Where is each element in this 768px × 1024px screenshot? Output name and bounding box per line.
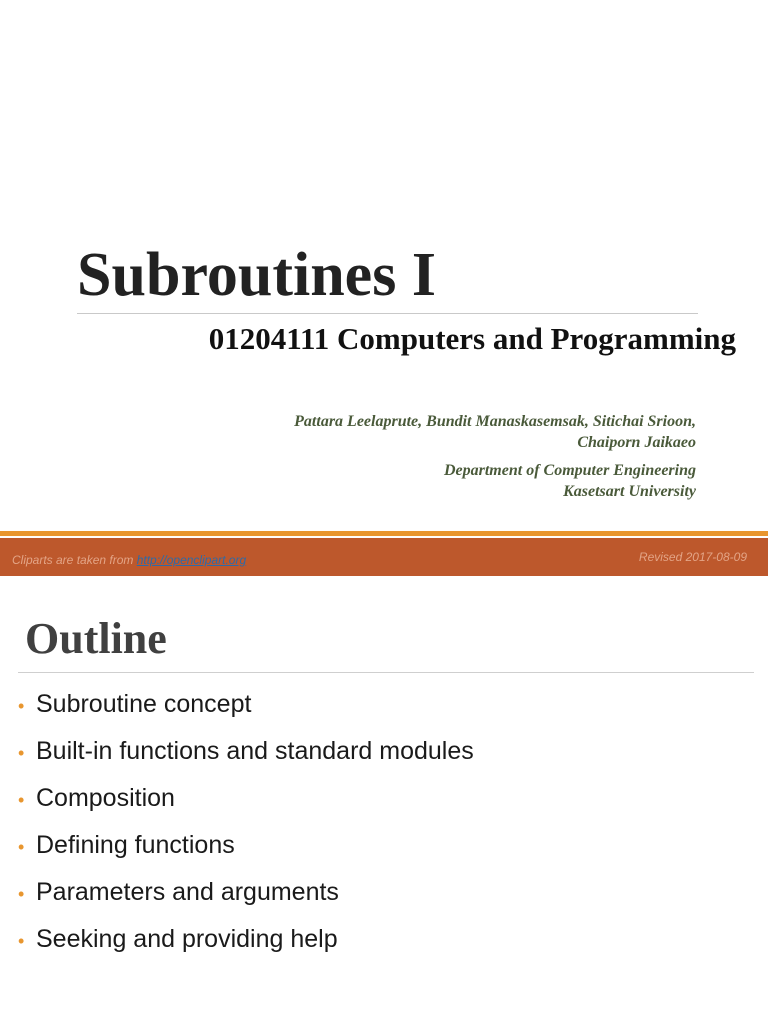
bullet-dot-icon: • [18, 931, 25, 951]
list-item [18, 737, 474, 784]
course-subtitle: 01204111 Computers and Programming [208, 321, 736, 356]
outline-divider [18, 672, 754, 673]
author-block [294, 411, 696, 502]
list-item-label: Built-in functions and standard modules [36, 737, 474, 765]
bullet-dot-icon: • [18, 696, 25, 716]
department-line-1: Department of Computer Engineering [443, 462, 696, 479]
list-item [18, 878, 474, 925]
list-item-label: Defining functions [36, 831, 235, 859]
bullet-dot-icon: • [18, 743, 25, 763]
slide-title: Subroutines I [77, 241, 436, 309]
list-item-label: Seeking and providing help [36, 925, 338, 953]
footer-accent-rule [0, 531, 768, 536]
bullet-dot-icon: • [18, 884, 25, 904]
list-item-label: Parameters and arguments [36, 878, 339, 906]
clipart-credit [12, 553, 246, 567]
bullet-dot-icon: • [18, 837, 25, 857]
bullet-dot-icon: • [18, 790, 25, 810]
revision-date: Revised 2017-08-09 [638, 550, 747, 564]
department-line-2: Kasetsart University [563, 483, 696, 500]
outline-slide [0, 576, 768, 1024]
clipart-credit-text: Cliparts are taken from [12, 553, 137, 567]
footer-band [0, 538, 768, 576]
list-item-label: Subroutine concept [36, 690, 252, 718]
list-item [18, 784, 474, 831]
outline-list [18, 690, 474, 972]
outline-title: Outline [25, 614, 167, 663]
title-divider [77, 313, 698, 314]
list-item [18, 690, 474, 737]
openclipart-link[interactable]: http://openclipart.org [136, 553, 247, 567]
list-item [18, 925, 474, 972]
list-item [18, 831, 474, 878]
authors-line-1: Pattara Leelaprute, Bundit Manaskasemsak, Sitichai Srioon, [294, 413, 696, 430]
list-item-label: Composition [36, 784, 175, 812]
authors-line-2: Chaiporn Jaikaeo [577, 434, 696, 451]
